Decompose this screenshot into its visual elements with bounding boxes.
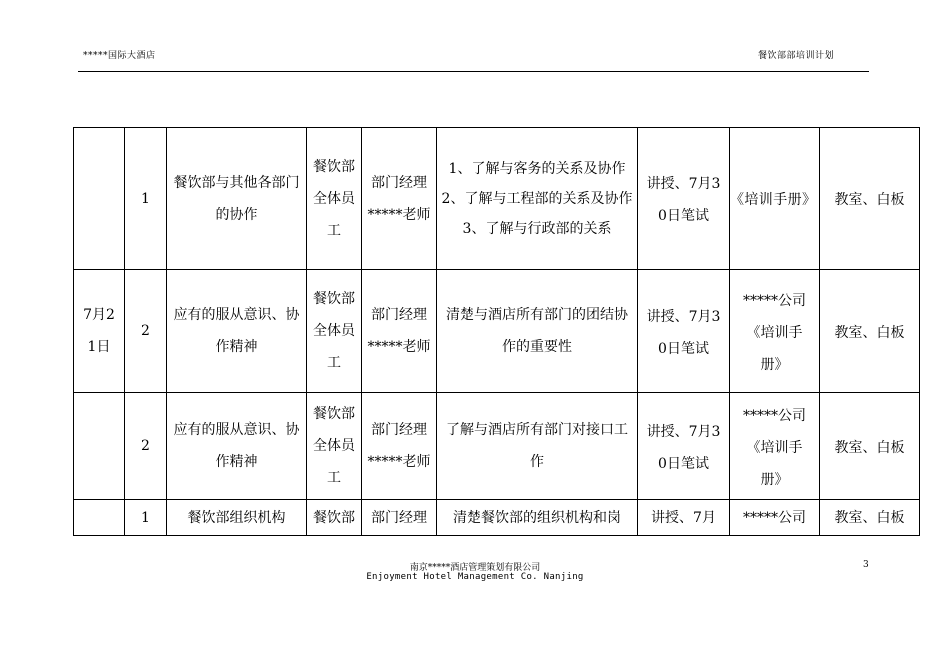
material-text: *****公司《培训手册》 <box>743 292 806 373</box>
trainer-role: 部门经理 <box>371 174 427 191</box>
material-cell <box>730 393 820 500</box>
goal-cell <box>437 128 638 270</box>
number-cell: 1 <box>125 128 167 270</box>
goal-line: 1、了解与客务的关系及协作 <box>448 160 626 177</box>
number-cell: 2 <box>125 393 167 500</box>
method-text: 讲授、7月30日笔试 <box>646 308 721 357</box>
method-text: 讲授、7月30日笔试 <box>646 423 721 472</box>
material-text: 《培训手册》 <box>730 192 816 208</box>
date-text: 7月21日 <box>83 307 115 355</box>
audience-cell: 餐饮部 <box>307 500 362 536</box>
venue-cell: 教室、白板 <box>820 128 920 270</box>
audience-cell <box>307 393 362 500</box>
method-cell <box>638 270 730 393</box>
training-plan-table <box>73 127 920 536</box>
footer-company-english: Enjoyment Hotel Management Co. Nanjing <box>366 572 584 582</box>
goal-cell <box>437 270 638 393</box>
date-cell <box>74 393 125 500</box>
venue-cell: 教室、白板 <box>820 500 920 536</box>
trainer-cell: 部门经理 <box>362 500 437 536</box>
trainer-name: *****老师 <box>367 206 431 223</box>
audience-text: 餐饮部全体员工 <box>313 406 355 486</box>
audience-text: 餐饮部全体员工 <box>313 291 355 371</box>
table-row <box>74 128 920 270</box>
footer-company-name: 南京*****酒店管理策划有限公司 <box>409 563 541 573</box>
goal-line: 2、了解与工程部的关系及协作 <box>441 190 633 207</box>
trainer-cell <box>362 128 437 270</box>
number-cell: 2 <box>125 270 167 393</box>
trainer-name: *****老师 <box>367 454 431 470</box>
goal-cell <box>437 393 638 500</box>
topic-cell: 餐饮部组织机构 <box>167 500 307 536</box>
table-row <box>74 393 920 500</box>
material-cell <box>730 270 820 393</box>
trainer-name: *****老师 <box>367 339 431 355</box>
material-text: *****公司《培训手册》 <box>743 407 806 488</box>
material-cell <box>730 128 820 270</box>
number-cell: 1 <box>125 500 167 536</box>
trainer-role: 部门经理 <box>371 422 427 438</box>
goal-line: 3、了解与行政部的关系 <box>462 220 612 237</box>
header-hotel-name: *****国际大酒店 <box>83 51 156 61</box>
venue-cell: 教室、白板 <box>820 393 920 500</box>
audience-cell <box>307 270 362 393</box>
page-number: 3 <box>863 560 869 570</box>
date-cell <box>74 270 125 393</box>
table-row <box>74 270 920 393</box>
audience-cell <box>307 128 362 270</box>
method-text: 讲授、7月30日笔试 <box>646 176 721 224</box>
goal-line: 了解与酒店所有部门对接口工作 <box>446 422 628 470</box>
header-divider <box>78 71 869 72</box>
topic-cell <box>167 270 307 393</box>
header-document-title: 餐饮部部培训计划 <box>758 51 835 61</box>
trainer-cell <box>362 393 437 500</box>
audience-text: 餐饮部全体员工 <box>313 158 355 239</box>
trainer-role: 部门经理 <box>371 307 427 323</box>
date-cell <box>74 128 125 270</box>
goal-line: 清楚与酒店所有部门的团结协作的重要性 <box>446 307 628 355</box>
venue-cell: 教室、白板 <box>820 270 920 393</box>
method-cell <box>638 128 730 270</box>
topic-text: 餐饮部与其他各部门的协作 <box>173 174 300 223</box>
method-cell: 讲授、7月 <box>638 500 730 536</box>
table-row <box>74 500 920 536</box>
date-cell <box>74 500 125 536</box>
topic-cell <box>167 393 307 500</box>
topic-cell <box>167 128 307 270</box>
trainer-cell <box>362 270 437 393</box>
goal-cell: 清楚餐饮部的组织机构和岗 <box>437 500 638 536</box>
method-cell <box>638 393 730 500</box>
material-cell: *****公司 <box>730 500 820 536</box>
topic-text: 应有的服从意识、协作精神 <box>173 307 300 355</box>
topic-text: 应有的服从意识、协作精神 <box>173 422 300 470</box>
